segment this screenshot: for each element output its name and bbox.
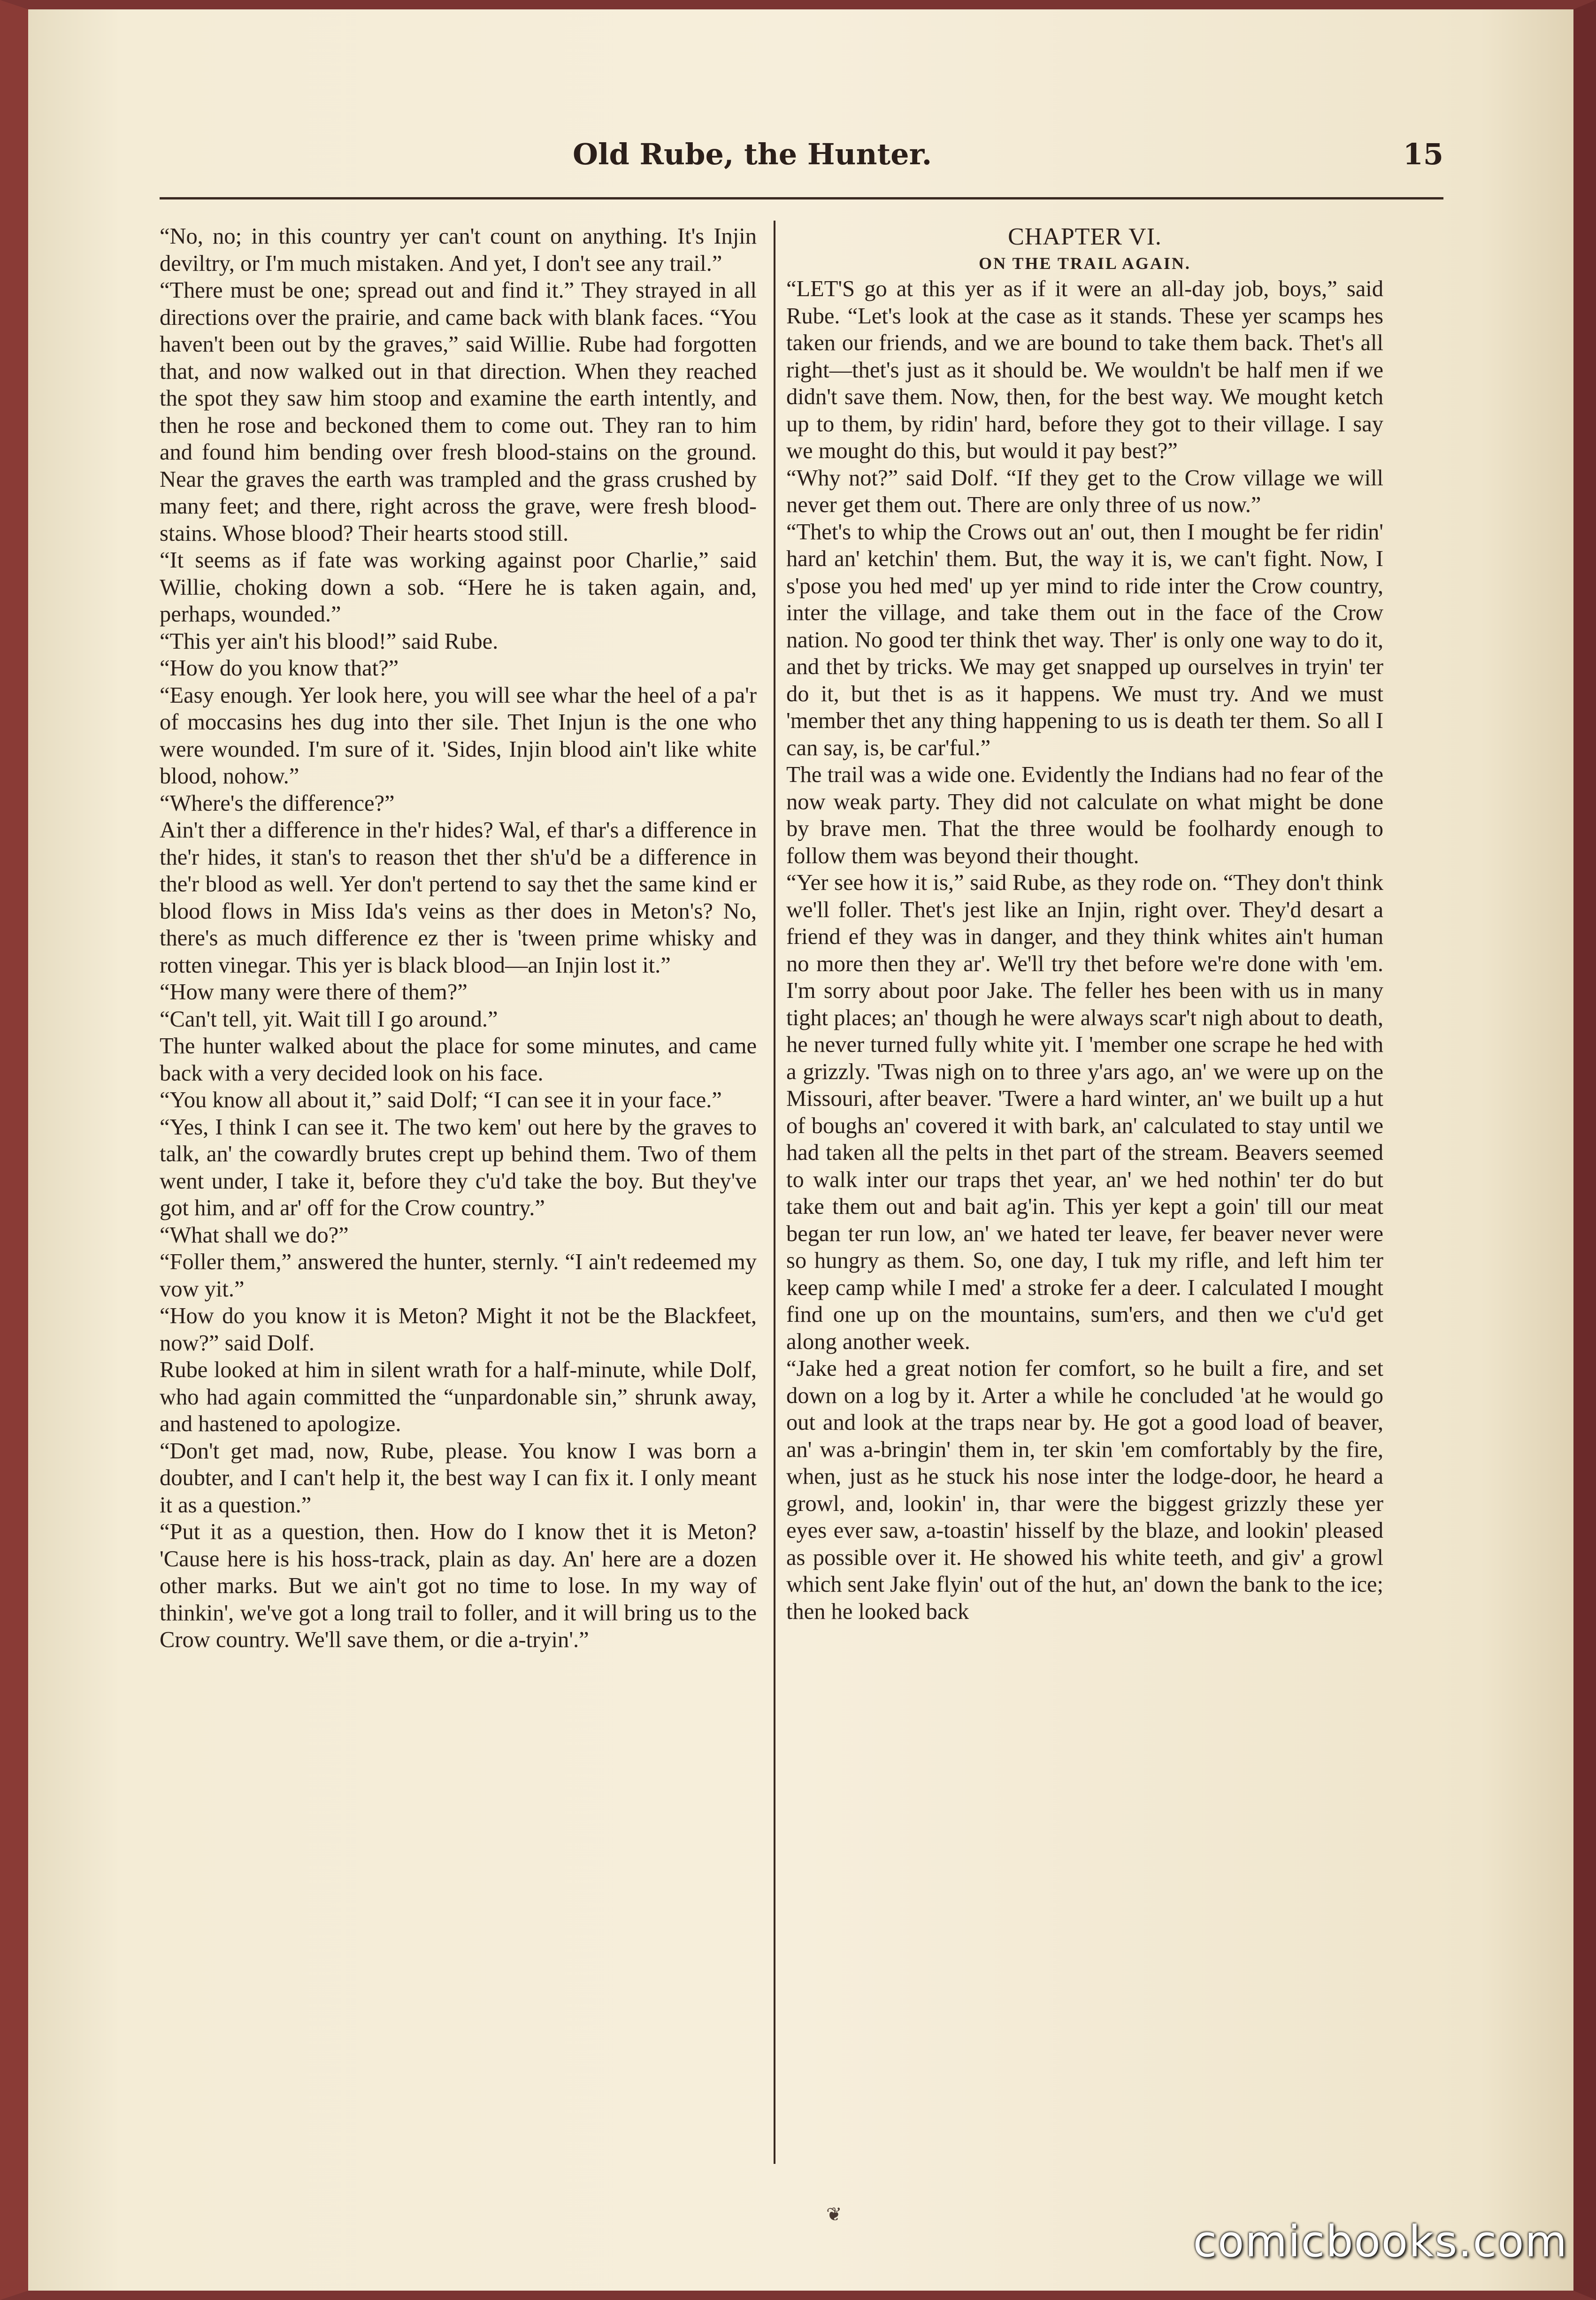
paragraph: The hunter walked about the place for some minutes, and came back with a very decided look on his face.: [160, 1034, 757, 1086]
page-header: [160, 137, 1443, 192]
paragraph: “You know all about it,” said Dolf; “I can see it in your face.”: [160, 1088, 722, 1112]
paragraph: “Put it as a question, then. How do I know thet it is Meton? 'Cause here is his hoss-track, plain as day. An' here are a dozen other marks. But we ain't got no time to lose. In my way of thinkin', we've got a long trail to foller, and it will bring us to the Crow country. We'll save them, or die a-tryin'.”: [160, 1519, 757, 1652]
paragraph: “How do you know it is Meton? Might it not be the Blackfeet, now?” said Dolf.: [160, 1303, 757, 1356]
paragraph: “Foller them,” answered the hunter, sternly. “I ain't redeemed my vow yit.”: [160, 1250, 757, 1302]
paragraph: “There must be one; spread out and find it.” They strayed in all directions over the prairie, and came back with blank faces. “You haven't been out by the graves,” said Willie. Rube had forgotten that, and now walked out in that direction. When they reached the spot they saw him stoop and examine the earth intently, and then he rose and beckoned them to come out. They ran to him and found him bending over fresh blood-stains on the ground. Near the graves the earth was trampled and the grass crushed by many feet; and there, right across the grave, were fresh blood-stains. Whose blood? Their hearts stood still.: [160, 278, 757, 546]
page-number: 15: [1403, 137, 1443, 171]
paragraph: “How do you know that?”: [160, 656, 399, 681]
paragraph: “Can't tell, yit. Wait till I go around.”: [160, 1006, 498, 1032]
left-text-column: [160, 223, 757, 1654]
printer-ornament: ❦: [826, 2204, 842, 2225]
paragraph: “How many were there of them?”: [160, 980, 468, 1004]
right-text-column: [786, 223, 1383, 1625]
paragraph: “No, no; in this country yer can't count on anything. It's Injin deviltry, or I'm much mistaken. And yet, I don't see any trail.”: [160, 224, 757, 276]
paragraph: “Thet's to whip the Crows out an' out, then I mought be fer ridin' hard an' ketchin' them. But, the way it is, we can't fight. Now, I s'pose you hed med' up yer mind to ride inter the Crow country, inter the village, and take them out in the face of the Crow nation. No good ter think thet way. Ther' is only one way to do it, and thet by tricks. We may get snapped up ourselves in tryin' ter do it, but thet is as it happens. We must try. And we must 'member thet any thing happening to us is death ter them. So all I can say, is, be car'ful.”: [786, 519, 1383, 760]
header-rule: [160, 197, 1443, 199]
chapter-title: CHAPTER VI.: [1008, 223, 1162, 250]
paragraph: “Yes, I think I can see it. The two kem' out here by the graves to talk, an' the cowardly brutes crept up behind them. Two of them went under, I take it, before they c'u'd take the boy. But they've got him, and ar' off for the Crow country.”: [160, 1114, 757, 1220]
paragraph: “What shall we do?”: [160, 1222, 349, 1248]
paragraph: “It seems as if fate was working against poor Charlie,” said Willie, choking down a sob. “Here he is taken again, and, perhaps, wounded.”: [160, 548, 757, 627]
paragraph: “Easy enough. Yer look here, you will see whar the heel of a pa'r of moccasins hes dug into ther sile. Thet Injun is the one who were wounded. I'm sure of it. 'Sides, Injin blood ain't like white blood, nohow.”: [160, 682, 757, 789]
paragraph: “LET'S go at this yer as if it were an all-day job, boys,” said Rube. “Let's look at the case as it stands. These yer scamps hes taken our friends, and we are bound to take them back. Thet's all right—thet's just as it should be. We wouldn't be half men if we didn't save them. Now, then, for the best way. We mought ketch up to them, by ridin' hard, before they got to their village. I say we mought do this, but would it pay best?”: [786, 276, 1383, 463]
paragraph: “This yer ain't his blood!” said Rube.: [160, 629, 499, 654]
paragraph: “Why not?” said Dolf. “If they get to the Crow village we will never get them out. There are only three of us now.”: [786, 465, 1383, 517]
paragraph: “Yer see how it is,” said Rube, as they rode on. “They don't think we'll foller. Thet's jest like an Injin, right over. They'd desart a friend ef they was in danger, and they think whites ain't human no more then they ar'. We'll try thet before we're done with 'em. I'm sorry about poor Jake. The feller hes been with us in many tight places; an' though he were always scar't nigh about to death, he never turned fully white yit. I 'member one scrape he hed with a grizzly. 'Twas nigh on to three y'ars ago, an' we were up on the Missouri, after beaver. 'Twere a hard winter, an' we built up a hut of boughs an' covered it with bark, an' calculated to stay until we had taken all the pelts in thet part of the stream. Beavers seemed to walk inter our traps thet year, an' we hed nothin' ter do but take them out and bait ag'in. This yer kept a goin' till our meat began ter run low, an' we hated ter leave, fer beaver never were so hungry as them. So, one day, I tuk my rifle, and left him ter keep camp while I med' a stroke fer a deer. I calculated I mought find one up on the mountains, sum'ers, and then we c'u'd get along another week.: [786, 870, 1383, 1354]
paragraph: “Jake hed a great notion fer comfort, so he built a fire, and set down on a log by it. Arter a while he concluded 'at he would go out and look at the traps near by. He got a good load of beaver, an' was a-bringin' them in, ter skin 'em comfortably by the fire, when, just as he stuck his nose inter the lodge-door, he heard a growl, and, lookin' in, thar were the biggest grizzly these yer eyes ever saw, a-toastin' hisself by the blaze, and lookin' pleased as possible over it. He showed his white teeth, and giv' a growl which sent Jake flyin' out of the hut, an' down the bank to the ice; then he looked back: [786, 1356, 1383, 1624]
running-title: Old Rube, the Hunter.: [573, 137, 932, 171]
paragraph: Rube looked at him in silent wrath for a half-minute, while Dolf, who had again committed the “unpardonable sin,” shrunk away, and hastened to apologize.: [160, 1357, 757, 1436]
paragraph: “Where's the difference?”: [160, 790, 395, 816]
paragraph: “Don't get mad, now, Rube, please. You know I was born a doubter, and I can't help it, the best way I can fix it. I only meant it as a question.”: [160, 1438, 757, 1518]
paragraph: Ain't ther a difference in the'r hides? Wal, ef thar's a difference in the'r hides, it stan's to reason thet ther sh'u'd be a difference in the'r blood as well. Yer don't pertend to say thet the same kind er blood flows in Miss Ida's veins as ther does in Meton's? No, there's as much difference ez ther is 'tween prime whisky and rotten vinegar. This yer is black blood—an Injin lost it.”: [160, 818, 757, 978]
column-divider: [774, 221, 775, 2164]
chapter-subtitle: ON THE TRAIL AGAIN.: [979, 254, 1191, 273]
paragraph: The trail was a wide one. Evidently the Indians had no fear of the now weak party. They did not calculate on what might be done by brave men. That the three would be foolhardy enough to follow them was beyond their thought.: [786, 762, 1383, 868]
watermark: comicbooks.com: [1193, 2216, 1568, 2267]
